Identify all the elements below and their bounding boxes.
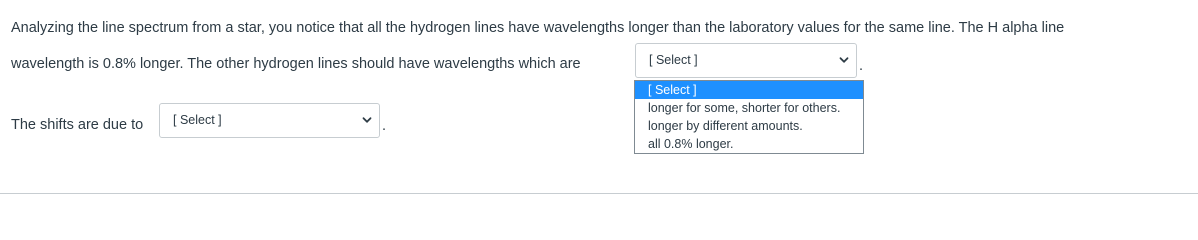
- chevron-down-icon: [361, 114, 373, 126]
- wavelength-select-value: [ Select ]: [649, 53, 698, 67]
- period: .: [382, 118, 387, 134]
- shift-cause-select[interactable]: [159, 103, 380, 138]
- question-text-line-3: The shifts are due to: [11, 117, 144, 133]
- dropdown-option[interactable]: longer by different amounts.: [648, 119, 803, 133]
- question-text-line-2: wavelength is 0.8% longer. The other hydrogen lines should have wavelengths which are: [11, 56, 581, 72]
- shift-cause-select-value: [ Select ]: [173, 113, 222, 127]
- dropdown-option[interactable]: [ Select ]: [635, 81, 863, 99]
- chevron-down-icon: [838, 54, 850, 66]
- dropdown-option[interactable]: all 0.8% longer.: [648, 137, 734, 151]
- wavelength-options-dropdown: [634, 80, 864, 154]
- wavelength-answer-select[interactable]: [635, 43, 857, 78]
- divider: [0, 193, 1198, 194]
- question-text-line-1: Analyzing the line spectrum from a star, you notice that all the hydrogen lines have wavelengths longer than the laboratory values for the same line. The H alpha line: [11, 20, 1065, 36]
- period: .: [859, 58, 864, 74]
- dropdown-option[interactable]: longer for some, shorter for others.: [648, 101, 841, 115]
